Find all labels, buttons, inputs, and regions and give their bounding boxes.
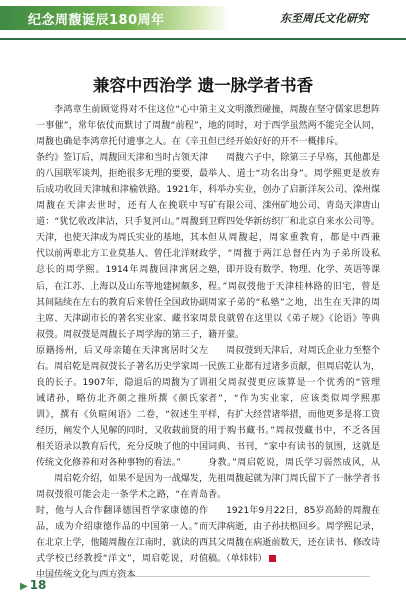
article-column-left [36, 102, 208, 583]
header-column-name: 东至周氏文化研究 [280, 12, 368, 25]
article-title: 兼容中西治学 遗一脉学者书香 [92, 76, 314, 95]
paragraph: 周叔弢到天津后，对周氏企业力至整个民族工业都有过诸多贡献，但周启乾认为，祖父周叔弢更应该算是一个优秀的“管理者”，“作为实业家，应该类似周学熙那样，有扩大经营诸举措，而他更多是将工资用于购书藏书。”周叔弢藏书中，不乏各国词典、书刊，“家中有读书的氛围，这就是身教。”周启乾说，周氏学习弱然成风，从先祖周馥起就为津门周氏留下了一脉学者书香。 [208, 345, 380, 501]
paragraph-final [208, 503, 380, 567]
arrow-icon: ▶ [20, 581, 28, 592]
page-header [0, 0, 406, 40]
paragraph: 主义文明激烈碰撞，周馥在坚守儒家思想阵地的同时，对于西学虽然两不能完全认同，但已经开始好好的开不一概排斥。 [208, 105, 380, 148]
article-column-right [208, 102, 380, 567]
paragraph: 周馥六子中，除第三子早殇，其他都是举人、道士“功名出身”。周学熙更是放弃科举办实业，创办了启新洋灰公司、滦州煤矿有限公司、滦州矿地公司、青岛天津唐山卫辉四处华新纺织厂和北京自来水公司等。但从周馥起，周家重教育，都是中西兼学，“周馥于两江总督任内为子弟所设私塾，即开设有数学、物理、化学、英语等课程。”周叔弢他于天津桂林路的旧宅，曾是周家子弟的“私塾”之地，出生在天津的周景良就曾在这里以《弟子规》《论语》等典籍开蒙。 [208, 153, 380, 340]
paragraph: 李鸿章生前顾觉得对不住这位“心中第一事催”，常年依仗而默讨了周馥“前程”，周馥也确是李鸿章托付遗事之人。在《辛丑条约》签订后，周馥回天津和当时占领天津的八国联军谈判，拒绝很多无理的要要，最后成功收回天津城和津榆铁路。1921年，周馥在天津去世时，还有人在挽联中写道：“犹忆收改津沽，只手复河山。”周馥到天津，也使天津成为周氏实业的基地，其本代以前两辈北方工业莫基人、曾任北洋财政总长的周学熙。1914年周馥回津寓居之后，在江苏、上海以及山东等地建树颇多，其间陆续在左右的教育后来曾任全国政协副主席、天津副市长的著名实业家、藏书家周叔弢。周叔弢是周馥长子周学海的第三子，原籍扬州，后又母亲随在天津寓居时父左右。周启乾是周叔弢长子著名历史学家周一良的长子。1907年，隐退后的周馥为了训诫诸孙，略仿北齐颜之推所撰《颜氏家训》，撰有《负暄闲语》二卷，“叙述生平经历，阐发个人见解的同时，又收载前贤的相关语录以教育后代，充分反映了他的中国传统文化修养和对各种事物的看法。” [36, 105, 208, 469]
footer-rule [36, 576, 370, 577]
page-number: 18 [29, 578, 47, 592]
paragraph: 周启乾介绍，如果不是因为一战爆发，周叔弢很可能会走一条学术之路，“在青岛时，他与人合作翻译德国哲学家康德的作品，成为介绍康德作品的中国第一人。”而在北京上学，他随周馥在江南时，就读的西式学校已经教授“洋文”，周启乾说，对值中国传统文化与西方资本 [36, 474, 208, 581]
final-text: 1921年9月22日，85岁高龄的周馥在天津病逝，由子孙扶柩回乡。周学熙记录，其父周馥在病逝前数天，还在读书、修改诗稿。（单炜炜） [208, 506, 380, 565]
header-section-title: 纪念周馥诞辰180周年 [28, 13, 165, 28]
end-mark-icon [269, 555, 276, 562]
page-footer [20, 578, 46, 592]
